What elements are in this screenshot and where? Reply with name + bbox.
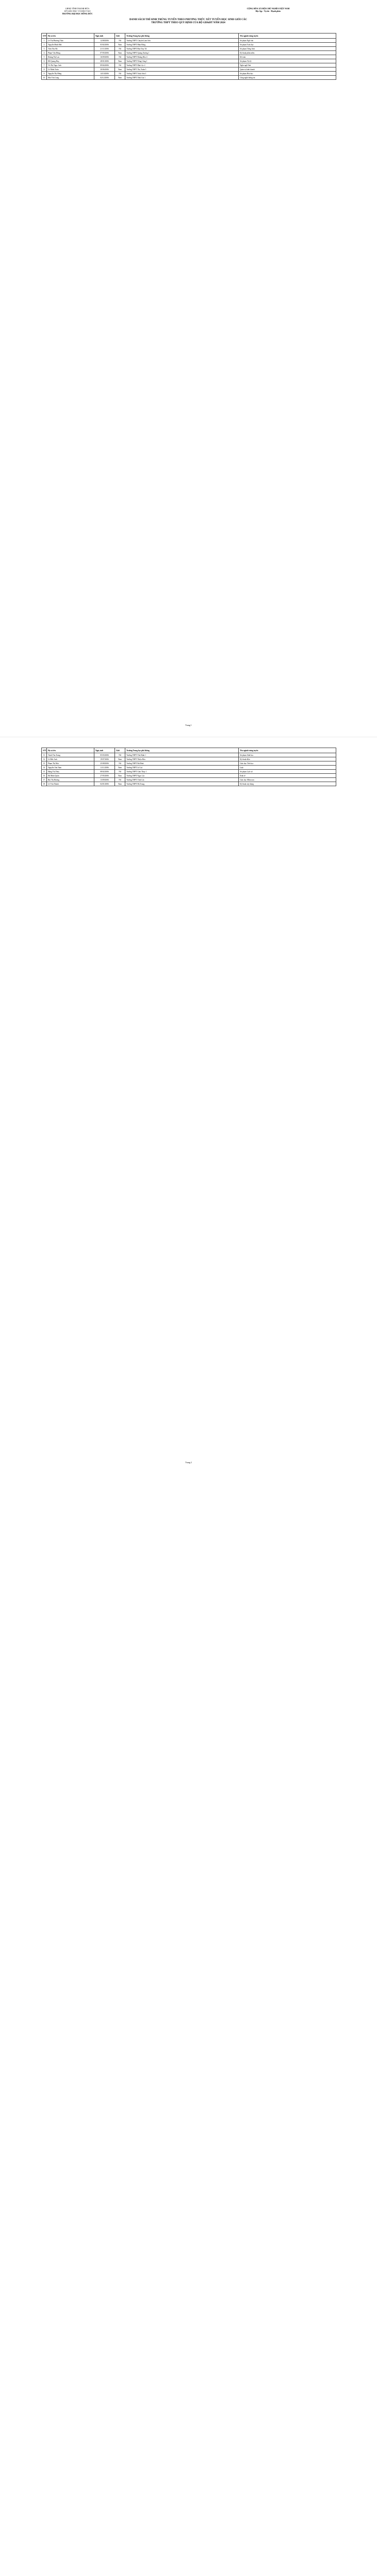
- table-row: [42, 770, 336, 774]
- row-sex: Nam: [115, 757, 125, 761]
- row-school: Trường THPT Thiệu Hóa: [125, 757, 239, 761]
- row-stt: 11: [42, 753, 47, 757]
- row-sex: Nam: [115, 76, 125, 80]
- row-school: Trường THPT Hoằng Hóa 4: [125, 55, 239, 59]
- row-school: Trường THPT Quảng Xương 1: [125, 51, 239, 55]
- table-row: [42, 774, 336, 778]
- table-row: [42, 753, 336, 757]
- row-stt: 5: [42, 55, 47, 59]
- row-stt: 2: [42, 43, 47, 47]
- document-page-2: [0, 737, 377, 1474]
- row-dob: 09/04/2006: [94, 63, 115, 67]
- row-result: Giáo dục Tiểu học: [239, 761, 336, 766]
- row-result: Ngôn ngữ Anh: [239, 63, 336, 67]
- row-dob: 14/10/2006: [94, 72, 115, 76]
- table-row: [42, 757, 336, 761]
- row-sex: Nam: [115, 67, 125, 72]
- issuer-block: [46, 7, 108, 15]
- row-sex: Nữ: [115, 39, 125, 43]
- document-title: [72, 19, 304, 25]
- issuer-line-2: SỞ GIÁO DỤC VÀ ĐÀO TẠO: [64, 10, 91, 12]
- row-sex: Nam: [115, 51, 125, 55]
- row-school: Trường THPT Ngọc Lặc: [125, 774, 239, 778]
- table-row: [42, 76, 336, 80]
- row-name: Đặng Thị Thúy: [47, 770, 94, 774]
- row-sex: Nữ: [115, 761, 125, 766]
- row-sex: Nam: [115, 766, 125, 770]
- row-result: Sư phạm Sinh học: [239, 753, 336, 757]
- row-school: Trường THPT Lê Lợi: [125, 766, 239, 770]
- row-stt: 13: [42, 761, 47, 766]
- row-sex: Nam: [115, 59, 125, 63]
- table-row: [42, 72, 336, 76]
- title-line-2: TRƯỜNG THPT THEO QUY ĐỊNH CỦA BỘ GD&ĐT NĂM 2024: [151, 22, 225, 24]
- row-name: Lê Đức Anh: [47, 757, 94, 761]
- row-sex: Nữ: [115, 55, 125, 59]
- row-result: Sư phạm Toán học: [239, 43, 336, 47]
- row-result: Sư phạm Lịch sử: [239, 770, 336, 774]
- row-name: Nguyễn Minh Đức: [47, 43, 94, 47]
- row-dob: 03/02/2006: [94, 43, 115, 47]
- row-result: Sư phạm Tiếng Anh: [239, 47, 336, 51]
- col-name: Họ và tên: [47, 748, 94, 753]
- row-school: Trường THPT Hà Trung: [125, 782, 239, 786]
- row-name: Trịnh Thu Trang: [47, 753, 94, 757]
- row-dob: 07/05/2006: [94, 51, 115, 55]
- row-name: Vũ Thị Ngọc Anh: [47, 63, 94, 67]
- row-school: Trường THPT Hậu Lộc 2: [125, 63, 239, 67]
- row-dob: 30/06/2006: [94, 67, 115, 72]
- row-name: Lê Minh Tuấn: [47, 67, 94, 72]
- results-table-page-1: [41, 33, 336, 80]
- document-page-1: [0, 0, 377, 737]
- row-sex: Nữ: [115, 72, 125, 76]
- row-dob: 05/03/2006: [94, 753, 115, 757]
- row-stt: 9: [42, 72, 47, 76]
- row-sex: Nữ: [115, 778, 125, 782]
- row-result: Sư phạm Hóa học: [239, 72, 336, 76]
- row-name: Lê Văn Thành: [47, 782, 94, 786]
- row-name: Bùi Thị Hương: [47, 778, 94, 782]
- col-sex: Giới: [115, 748, 125, 753]
- issuer-line-1: UBND TỈNH THANH HÓA: [65, 7, 90, 10]
- row-name: Phạm Văn Hùng: [47, 51, 94, 55]
- row-name: Phạm Thị Mai: [47, 761, 94, 766]
- row-dob: 02/12/2006: [94, 76, 115, 80]
- row-result: Kỹ thuật xây dựng: [239, 782, 336, 786]
- row-result: Giáo dục Mầm non: [239, 778, 336, 782]
- row-stt: 12: [42, 757, 47, 761]
- results-table-page-2: [41, 748, 336, 786]
- table-header-row: [42, 748, 336, 753]
- issuer-line-3: TRƯỜNG ĐẠI HỌC HỒNG ĐỨC: [62, 12, 93, 15]
- row-school: Trường THPT Đào Duy Từ: [125, 47, 239, 51]
- row-stt: 8: [42, 67, 47, 72]
- row-school: Trường THPT Thọ Xuân 5: [125, 67, 239, 72]
- row-sex: Nam: [115, 774, 125, 778]
- row-stt: 18: [42, 782, 47, 786]
- row-sex: Nam: [115, 43, 125, 47]
- row-dob: 21/11/2006: [94, 47, 115, 51]
- row-dob: 04/01/2006: [94, 782, 115, 786]
- row-school: Trường THPT Yên Định 1: [125, 753, 239, 757]
- row-name: Nguyễn Thị Hồng: [47, 72, 94, 76]
- table-row: [42, 761, 336, 766]
- page-number: Trang 1: [185, 724, 192, 726]
- row-name: Lê Thị Phương Thảo: [47, 39, 94, 43]
- row-sex: Nữ: [115, 753, 125, 757]
- row-name: Mai Văn Long: [47, 76, 94, 80]
- row-name: Trần Thu Hà: [47, 47, 94, 51]
- table-row: [42, 51, 336, 55]
- row-school: Trường THPT Cẩm Thủy 1: [125, 770, 239, 774]
- table-row: [42, 63, 336, 67]
- row-result: Sư phạm Ngữ văn: [239, 39, 336, 43]
- row-stt: 3: [42, 47, 47, 51]
- row-name: Hà Minh Quân: [47, 774, 94, 778]
- col-result: Tên ngành trúng tuyển: [239, 33, 336, 39]
- row-stt: 14: [42, 766, 47, 770]
- col-school: Trường Trung học phổ thông: [125, 33, 239, 39]
- row-stt: 16: [42, 774, 47, 778]
- col-stt: STT: [42, 33, 47, 39]
- row-sex: Nữ: [115, 47, 125, 51]
- col-dob: Ngày sinh: [94, 748, 115, 753]
- row-name: Hoàng Thị Lan: [47, 55, 94, 59]
- motto-line-1: CỘNG HÒA XÃ HỘI CHỦ NGHĨA VIỆT NAM: [247, 7, 290, 10]
- row-name: Nguyễn Văn Nam: [47, 766, 94, 770]
- table-row: [42, 778, 336, 782]
- title-line-1: DANH SÁCH THÍ SINH TRÚNG TUYỂN THEO PHƯƠNG THỨC XÉT TUYỂN HỌC SINH GIỎI CÁC: [129, 19, 247, 21]
- table-row: [42, 67, 336, 72]
- row-stt: 4: [42, 51, 47, 55]
- table-row: [42, 55, 336, 59]
- row-result: Công nghệ thông tin: [239, 76, 336, 80]
- row-dob: 11/11/2006: [94, 766, 115, 770]
- row-dob: 28/01/2006: [94, 59, 115, 63]
- row-result: Sư phạm Vật lý: [239, 59, 336, 63]
- table-row: [42, 43, 336, 47]
- row-sex: Nữ: [115, 770, 125, 774]
- table-row: [42, 766, 336, 770]
- table-row: [42, 782, 336, 786]
- col-name: Họ và tên: [47, 33, 94, 39]
- row-school: Trường THPT Ba Đình: [125, 761, 239, 766]
- row-dob: 16/09/2006: [94, 55, 115, 59]
- row-school: Trường THPT Hàm Rồng: [125, 43, 239, 47]
- document-header: [0, 0, 377, 32]
- row-stt: 17: [42, 778, 47, 782]
- row-school: Trường THPT Tĩnh Gia 1: [125, 76, 239, 80]
- col-dob: Ngày sinh: [94, 33, 115, 39]
- national-motto: [217, 7, 320, 12]
- row-sex: Nam: [115, 782, 125, 786]
- row-stt: 1: [42, 39, 47, 43]
- page-number: Trang 2: [185, 1461, 192, 1464]
- row-name: Đỗ Quang Huy: [47, 59, 94, 63]
- row-school: Trường THPT Vĩnh Lộc: [125, 778, 239, 782]
- row-dob: 27/05/2006: [94, 774, 115, 778]
- row-stt: 7: [42, 63, 47, 67]
- row-stt: 10: [42, 76, 47, 80]
- col-stt: STT: [42, 748, 47, 753]
- table-row: [42, 59, 336, 63]
- row-result: Kinh tế: [239, 774, 336, 778]
- row-school: Trường THPT Chuyên Lam Sơn: [125, 39, 239, 43]
- row-result: Kỹ thuật phần mềm: [239, 51, 336, 55]
- table-header-row: [42, 33, 336, 39]
- col-result: Tên ngành trúng tuyển: [239, 748, 336, 753]
- row-dob: 25/08/2006: [94, 761, 115, 766]
- row-school: Trường THPT Triệu Sơn 3: [125, 72, 239, 76]
- row-dob: 08/02/2006: [94, 770, 115, 774]
- row-stt: 15: [42, 770, 47, 774]
- col-school: Trường Trung học phổ thông: [125, 748, 239, 753]
- row-stt: 6: [42, 59, 47, 63]
- row-dob: 13/09/2006: [94, 778, 115, 782]
- col-sex: Giới: [115, 33, 125, 39]
- table-row: [42, 47, 336, 51]
- row-result: Quản trị kinh doanh: [239, 67, 336, 72]
- row-result: Luật: [239, 766, 336, 770]
- row-school: Trường THPT Nông Cống 1: [125, 59, 239, 63]
- row-dob: 12/08/2006: [94, 39, 115, 43]
- table-row: [42, 39, 336, 43]
- motto-line-2: Độc lập - Tự do - Hạnh phúc: [255, 10, 281, 12]
- row-sex: Nữ: [115, 63, 125, 67]
- row-result: Kế toán: [239, 55, 336, 59]
- row-dob: 19/07/2006: [94, 757, 115, 761]
- row-result: Kỹ thuật điện: [239, 757, 336, 761]
